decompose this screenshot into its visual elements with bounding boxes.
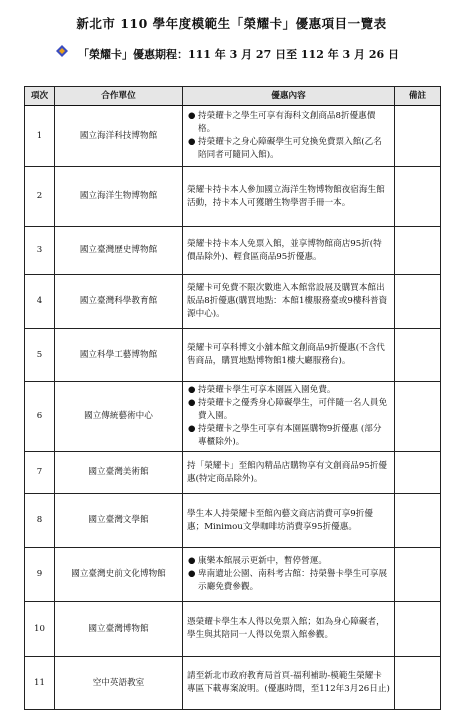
offer-bullet: ● 持榮耀卡之身心障礙學生可兌換免費票入館(乙名陪同者可隨同入館)。 (188, 137, 382, 160)
offer-bullet: ● 持榮耀卡學生可享本園區入園免費。 (188, 385, 336, 395)
header-no: 項次 (25, 87, 55, 106)
offer-content: 榮耀卡持卡本人免票入館，並享博物館商店95折(特價品除外)、輕食區商品95折優惠。 (183, 227, 395, 275)
partner-unit: 國立臺灣歷史博物館 (55, 227, 183, 275)
row-number: 10 (25, 602, 55, 657)
partner-unit: 國立傳統藝術中心 (55, 382, 183, 452)
partner-unit: 國立臺灣博物館 (55, 602, 183, 657)
offer-content: 學生本人持榮耀卡至館內藝文商店消費可享9折優惠；Minimou文學咖啡坊消費享95折優惠。 (183, 494, 395, 548)
table-row (25, 602, 441, 657)
header-remark: 備註 (395, 87, 441, 106)
remark-cell (395, 548, 441, 602)
remark-cell (395, 106, 441, 167)
bullet-dot-icon: ● (188, 385, 196, 395)
row-number: 7 (25, 452, 55, 494)
table-row (25, 548, 441, 602)
promotion-period: 「榮耀卡」優惠期程：111 年 3 月 27 日至 112 年 3 月 26 日 (78, 48, 399, 61)
partner-unit: 國立臺灣美術館 (55, 452, 183, 494)
offer-bullet: ● 持榮耀卡之優秀身心障礙學生，可伴隨一名人員免費入園。 (188, 398, 388, 421)
bullet-dot-icon: ● (188, 137, 196, 147)
bullet-dot-icon: ● (188, 556, 196, 566)
partner-unit: 國立海洋科技博物館 (55, 106, 183, 167)
document-title: 新北市 110 學年度模範生「榮耀卡」優惠項目一覽表 (76, 16, 387, 31)
table-row (25, 167, 441, 227)
bullet-dot-icon: ● (188, 111, 196, 121)
remark-cell (395, 657, 441, 710)
offer-content (183, 548, 395, 602)
table-row (25, 227, 441, 275)
partner-unit: 國立臺灣科學教育館 (55, 275, 183, 329)
table-row (25, 452, 441, 494)
remark-cell (395, 452, 441, 494)
remark-cell (395, 382, 441, 452)
partner-unit: 國立臺灣文學館 (55, 494, 183, 548)
offer-content: 持「榮耀卡」至館內精品店購物享有文創商品95折優惠(特定商品除外)。 (183, 452, 395, 494)
table-header-row (25, 87, 441, 106)
bullet-dot-icon: ● (188, 398, 196, 408)
partner-unit: 空中英語教室 (55, 657, 183, 710)
offer-content: 榮耀卡可免費不限次數進入本館常設展及購買本館出版品8折優惠(購買地點：本館1樓服務臺或9樓科普資源中心)。 (183, 275, 395, 329)
remark-cell (395, 494, 441, 548)
offer-content (183, 106, 395, 167)
table-row (25, 382, 441, 452)
offer-content: 憑榮耀卡學生本人得以免票入館；如為身心障礙者，學生與其陪同一人得以免票入館參觀。 (183, 602, 395, 657)
remark-cell (395, 167, 441, 227)
offer-bullet: ● 康樂本館展示更新中，暫停營運。 (188, 556, 327, 566)
remark-cell (395, 227, 441, 275)
header-unit: 合作單位 (55, 87, 183, 106)
row-number: 9 (25, 548, 55, 602)
offer-content: 榮耀卡持卡本人參加國立海洋生物博物館夜宿海生館活動，持卡本人可獲贈生物學習手冊一本。 (183, 167, 395, 227)
offer-bullet: ● 持榮耀卡之學生可享有海科文創商品8折優惠價格。 (188, 111, 376, 134)
remark-cell (395, 602, 441, 657)
offer-content (183, 382, 395, 452)
partner-unit: 國立科學工藝博物館 (55, 329, 183, 382)
partner-unit: 國立海洋生物博物館 (55, 167, 183, 227)
remark-cell (395, 275, 441, 329)
benefits-table (24, 86, 441, 710)
table-row (25, 329, 441, 382)
row-number: 1 (25, 106, 55, 167)
bullet-dot-icon: ● (188, 569, 196, 579)
table-row (25, 494, 441, 548)
row-number: 11 (25, 657, 55, 710)
table-row (25, 275, 441, 329)
row-number: 6 (25, 382, 55, 452)
diamond-bullet-icon (56, 45, 68, 57)
row-number: 2 (25, 167, 55, 227)
table-row (25, 106, 441, 167)
row-number: 3 (25, 227, 55, 275)
header-content: 優惠內容 (183, 87, 395, 106)
offer-content: 榮耀卡可享科博文小舖本館文創商品9折優惠(不含代售商品，購買地點博物館1樓大廳服務台)。 (183, 329, 395, 382)
table-row (25, 657, 441, 710)
row-number: 5 (25, 329, 55, 382)
bullet-dot-icon: ● (188, 424, 196, 434)
offer-bullet: ● 持榮耀卡之學生可享有本園區購物9折優惠 (部分專櫃除外)。 (188, 424, 382, 447)
partner-unit: 國立臺灣史前文化博物館 (55, 548, 183, 602)
remark-cell (395, 329, 441, 382)
offer-bullet: ● 卑南遺址公園、南科考古館：持榮譽卡學生可享展示廳免費參觀。 (188, 569, 388, 592)
row-number: 8 (25, 494, 55, 548)
offer-content: 請至新北市政府教育局首頁-福利補助-模範生榮耀卡專區下載專案說明。(優惠時間，至112年3月26日止) (183, 657, 395, 710)
row-number: 4 (25, 275, 55, 329)
